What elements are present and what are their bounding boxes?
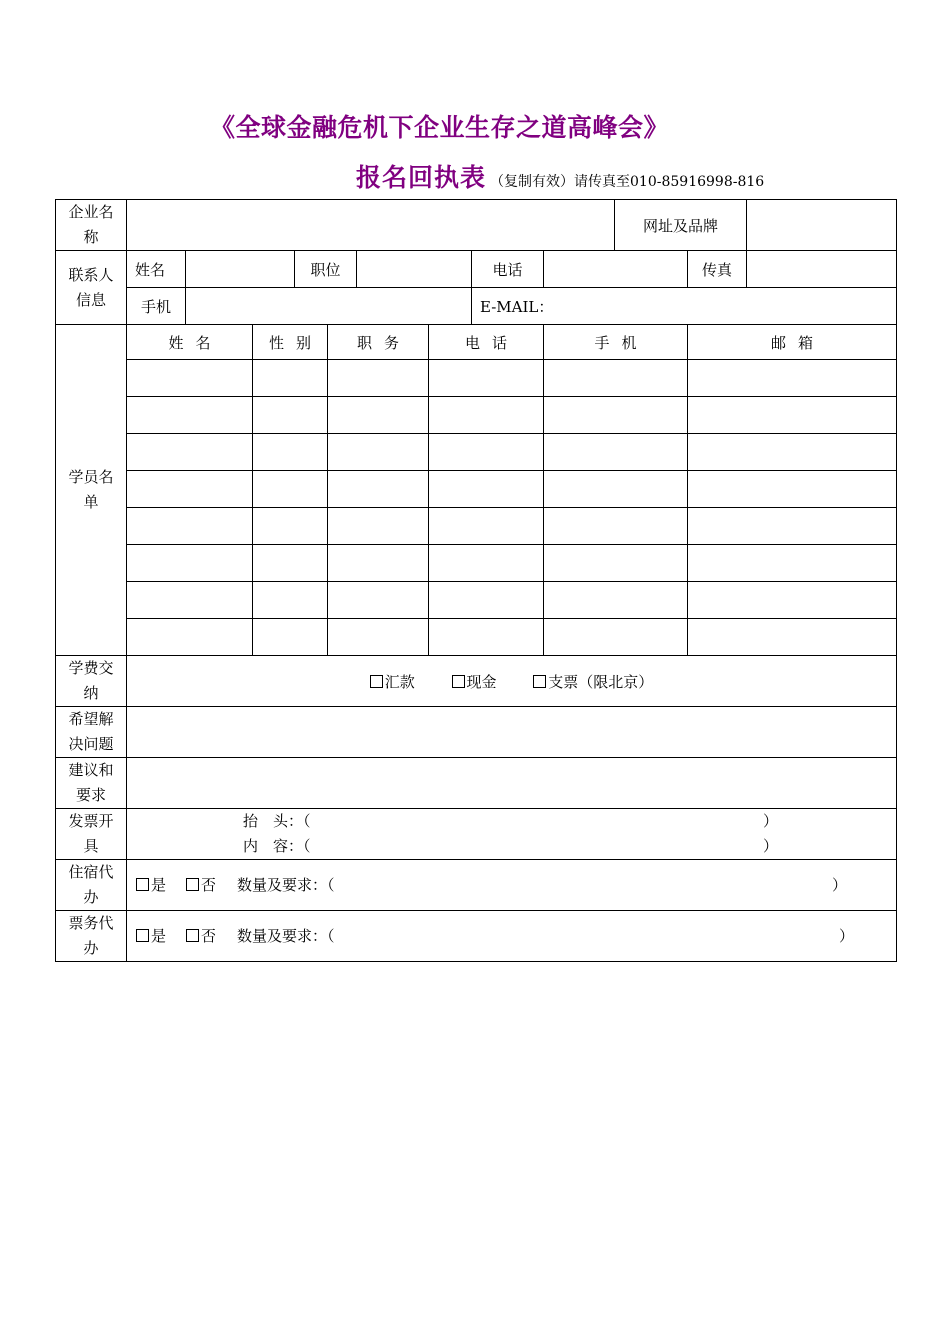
student-title-cell[interactable] (328, 508, 429, 545)
contact-fax-label: 传真 (688, 251, 747, 288)
student-phone-cell[interactable] (429, 360, 544, 397)
suggestions-field[interactable] (127, 758, 897, 809)
students-header-row (56, 325, 897, 360)
invoice-header-label: 抬 头：（ (243, 812, 311, 830)
invoice-content-line[interactable] (127, 834, 896, 859)
suggestions-label: 建议和要求 (56, 758, 127, 809)
student-name-cell[interactable] (127, 471, 253, 508)
student-email-cell[interactable] (688, 360, 897, 397)
invoice-header-close: ） (763, 812, 779, 830)
student-name-cell[interactable] (127, 619, 253, 656)
student-email-cell[interactable] (688, 471, 897, 508)
student-phone-cell[interactable] (429, 508, 544, 545)
students-section-label: 学员名单 (56, 325, 127, 656)
checkbox-icon[interactable] (370, 675, 383, 688)
checkbox-icon[interactable] (136, 878, 149, 891)
payment-label: 学费交纳 (56, 656, 127, 707)
company-name-label: 企业名称 (56, 200, 127, 251)
lodging-label: 住宿代办 (56, 860, 127, 911)
student-mobile-cell[interactable] (544, 360, 688, 397)
ticket-yes-option[interactable]: 是 (136, 924, 166, 949)
payment-row (56, 656, 897, 707)
col-header-email: 邮箱 (688, 325, 897, 360)
checkbox-icon[interactable] (186, 878, 199, 891)
subtitle-row (356, 158, 764, 194)
student-mobile-cell[interactable] (544, 545, 688, 582)
lodging-no-option[interactable]: 否 (186, 873, 216, 898)
suggestions-row (56, 758, 897, 809)
table-row (56, 360, 897, 397)
lodging-yes-option[interactable]: 是 (136, 873, 166, 898)
contact-row-1 (56, 251, 897, 288)
student-email-cell[interactable] (688, 397, 897, 434)
table-row (56, 434, 897, 471)
ticket-row (56, 911, 897, 962)
problems-row (56, 707, 897, 758)
ticket-requirements-close: ） (839, 926, 855, 945)
table-row (56, 508, 897, 545)
student-title-cell[interactable] (328, 582, 429, 619)
student-phone-cell[interactable] (429, 397, 544, 434)
student-gender-cell[interactable] (253, 619, 328, 656)
page-title: 《全球金融危机下企业生存之道高峰会》 (210, 113, 670, 142)
student-gender-cell[interactable] (253, 360, 328, 397)
contact-fax-field[interactable] (747, 251, 897, 288)
student-phone-cell[interactable] (429, 434, 544, 471)
student-title-cell[interactable] (328, 434, 429, 471)
student-title-cell[interactable] (328, 360, 429, 397)
student-name-cell[interactable] (127, 582, 253, 619)
payment-option-cash[interactable]: 现金 (452, 671, 497, 692)
lodging-row (56, 860, 897, 911)
col-header-title: 职务 (328, 325, 429, 360)
payment-option-check[interactable]: 支票（限北京） (533, 671, 653, 692)
problems-label: 希望解决问题 (56, 707, 127, 758)
student-title-cell[interactable] (328, 397, 429, 434)
table-row (56, 397, 897, 434)
contact-position-label: 职位 (295, 251, 357, 288)
contact-name-field[interactable] (186, 251, 295, 288)
payment-options (127, 656, 897, 707)
fax-note: （复制有效）请传真至010-85916998-816 (490, 174, 765, 190)
student-title-cell[interactable] (328, 619, 429, 656)
invoice-content-label: 内 容：（ (243, 837, 311, 855)
student-phone-cell[interactable] (429, 582, 544, 619)
table-row (56, 619, 897, 656)
table-row (56, 471, 897, 508)
checkbox-icon[interactable] (533, 675, 546, 688)
table-row (56, 582, 897, 619)
website-label: 网址及品牌 (615, 200, 747, 251)
ticket-no-option[interactable]: 否 (186, 924, 216, 949)
lodging-fields (127, 860, 897, 911)
student-email-cell[interactable] (688, 434, 897, 471)
company-row (56, 200, 897, 251)
contact-mobile-label: 手机 (127, 288, 186, 325)
student-mobile-cell[interactable] (544, 397, 688, 434)
col-header-phone: 电话 (429, 325, 544, 360)
student-name-cell[interactable] (127, 545, 253, 582)
student-name-cell[interactable] (127, 508, 253, 545)
student-gender-cell[interactable] (253, 508, 328, 545)
ticket-requirements-label[interactable]: 数量及要求：（ (237, 926, 335, 945)
ticket-label: 票务代办 (56, 911, 127, 962)
contact-email-label: E-MAIL： (472, 288, 897, 325)
invoice-label: 发票开具 (56, 809, 127, 860)
website-field[interactable] (747, 200, 897, 251)
lodging-requirements-close: ） (832, 875, 848, 894)
contact-phone-field[interactable] (544, 251, 688, 288)
student-phone-cell[interactable] (429, 471, 544, 508)
col-header-gender: 性别 (253, 325, 328, 360)
col-header-mobile: 手机 (544, 325, 688, 360)
student-name-cell[interactable] (127, 434, 253, 471)
student-phone-cell[interactable] (429, 545, 544, 582)
checkbox-icon[interactable] (136, 929, 149, 942)
form-subtitle: 报名回执表 (356, 163, 487, 192)
student-email-cell[interactable] (688, 619, 897, 656)
student-name-cell[interactable] (127, 397, 253, 434)
student-mobile-cell[interactable] (544, 471, 688, 508)
col-header-name: 姓名 (127, 325, 253, 360)
table-row (56, 545, 897, 582)
checkbox-icon[interactable] (452, 675, 465, 688)
contact-position-field[interactable] (357, 251, 472, 288)
student-gender-cell[interactable] (253, 397, 328, 434)
checkbox-icon[interactable] (186, 929, 199, 942)
ticket-fields (127, 911, 897, 962)
payment-option-remittance[interactable]: 汇款 (370, 671, 415, 692)
student-gender-cell[interactable] (253, 434, 328, 471)
student-title-cell[interactable] (328, 471, 429, 508)
student-name-cell[interactable] (127, 360, 253, 397)
contact-phone-label: 电话 (472, 251, 544, 288)
problems-field[interactable] (127, 707, 897, 758)
student-gender-cell[interactable] (253, 471, 328, 508)
invoice-content-close: ） (763, 837, 779, 855)
contact-row-2 (56, 288, 897, 325)
student-mobile-cell[interactable] (544, 434, 688, 471)
invoice-row (56, 809, 897, 860)
student-title-cell[interactable] (328, 545, 429, 582)
registration-form-table (55, 199, 897, 962)
lodging-requirements-label[interactable]: 数量及要求：（ (237, 875, 335, 894)
student-email-cell[interactable] (688, 582, 897, 619)
invoice-header-line[interactable] (127, 809, 896, 834)
student-mobile-cell[interactable] (544, 619, 688, 656)
student-email-cell[interactable] (688, 508, 897, 545)
company-name-field[interactable] (127, 200, 615, 251)
student-mobile-cell[interactable] (544, 582, 688, 619)
student-gender-cell[interactable] (253, 582, 328, 619)
invoice-fields (127, 809, 897, 860)
contact-section-label: 联系人信息 (56, 251, 127, 325)
student-gender-cell[interactable] (253, 545, 328, 582)
contact-name-label: 姓名 (127, 251, 186, 288)
student-phone-cell[interactable] (429, 619, 544, 656)
student-email-cell[interactable] (688, 545, 897, 582)
student-mobile-cell[interactable] (544, 508, 688, 545)
contact-mobile-field[interactable] (186, 288, 472, 325)
